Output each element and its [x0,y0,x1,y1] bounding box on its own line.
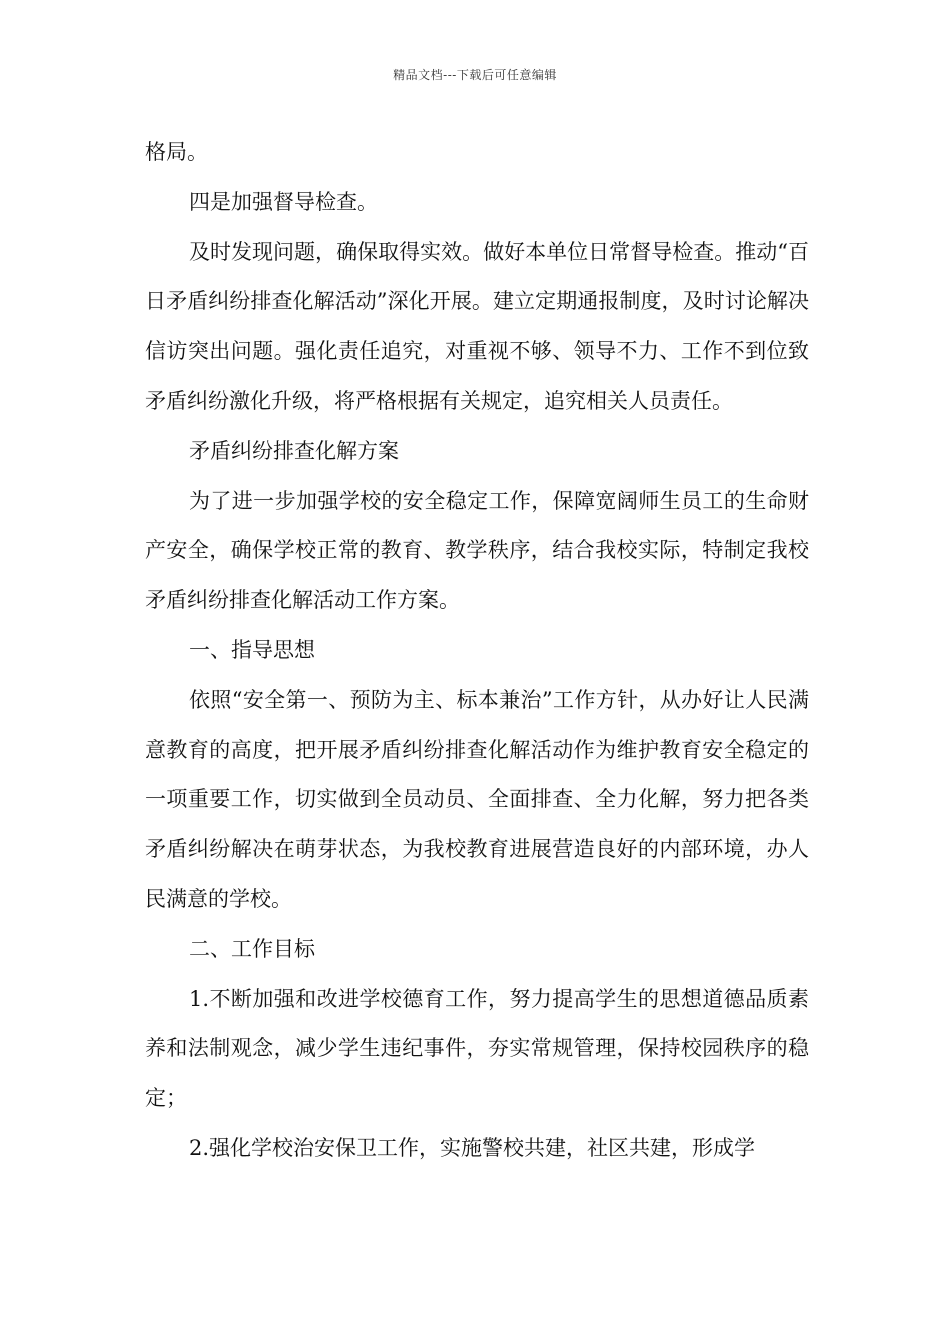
page-header: 精品文档---下载后可任意编辑 [393,68,557,82]
list-item: 1.不断加强和改进学校德育工作，努力提高学生的思想道德品质素养和法制观念，减少学生违纪事件，夯实常规管理，保持校园秩序的稳定； [145,986,809,1111]
paragraph: 及时发现问题，确保取得实效。做好本单位日常督导检查。推动“百日矛盾纠纷排查化解活动”深化开展。建立定期通报制度，及时讨论解决信访突出问题。强化责任追究，对重视不够、领导不力、工作不到位致矛盾纠纷激化升级，将严格根据有关规定，追究相关人员责任。 [145,239,809,413]
section-heading: 四是加强督导检查。 [189,189,378,214]
paragraph: 格局。 [145,140,208,164]
section-heading: 一、指导思想 [189,637,315,662]
list-item: 2.强化学校治安保卫工作，实施警校共建，社区共建，形成学 [189,1135,756,1160]
document-body [145,128,809,1174]
section-heading: 二、工作目标 [189,936,315,961]
document-title: 矛盾纠纷排查化解方案 [189,438,399,463]
paragraph: 为了进一步加强学校的安全稳定工作，保障宽阔师生员工的生命财产安全，确保学校正常的教育、教学秩序，结合我校实际，特制定我校矛盾纠纷排查化解活动工作方案。 [145,488,809,613]
paragraph: 依照“安全第一、预防为主、标本兼治”工作方针，从办好让人民满意教育的高度，把开展矛盾纠纷排查化解活动作为维护教育安全稳定的一项重要工作，切实做到全员动员、全面排查、全力化解，努力把各类矛盾纠纷解决在萌芽状态，为我校教育进展营造良好的内部环境，办人民满意的学校。 [145,687,809,911]
